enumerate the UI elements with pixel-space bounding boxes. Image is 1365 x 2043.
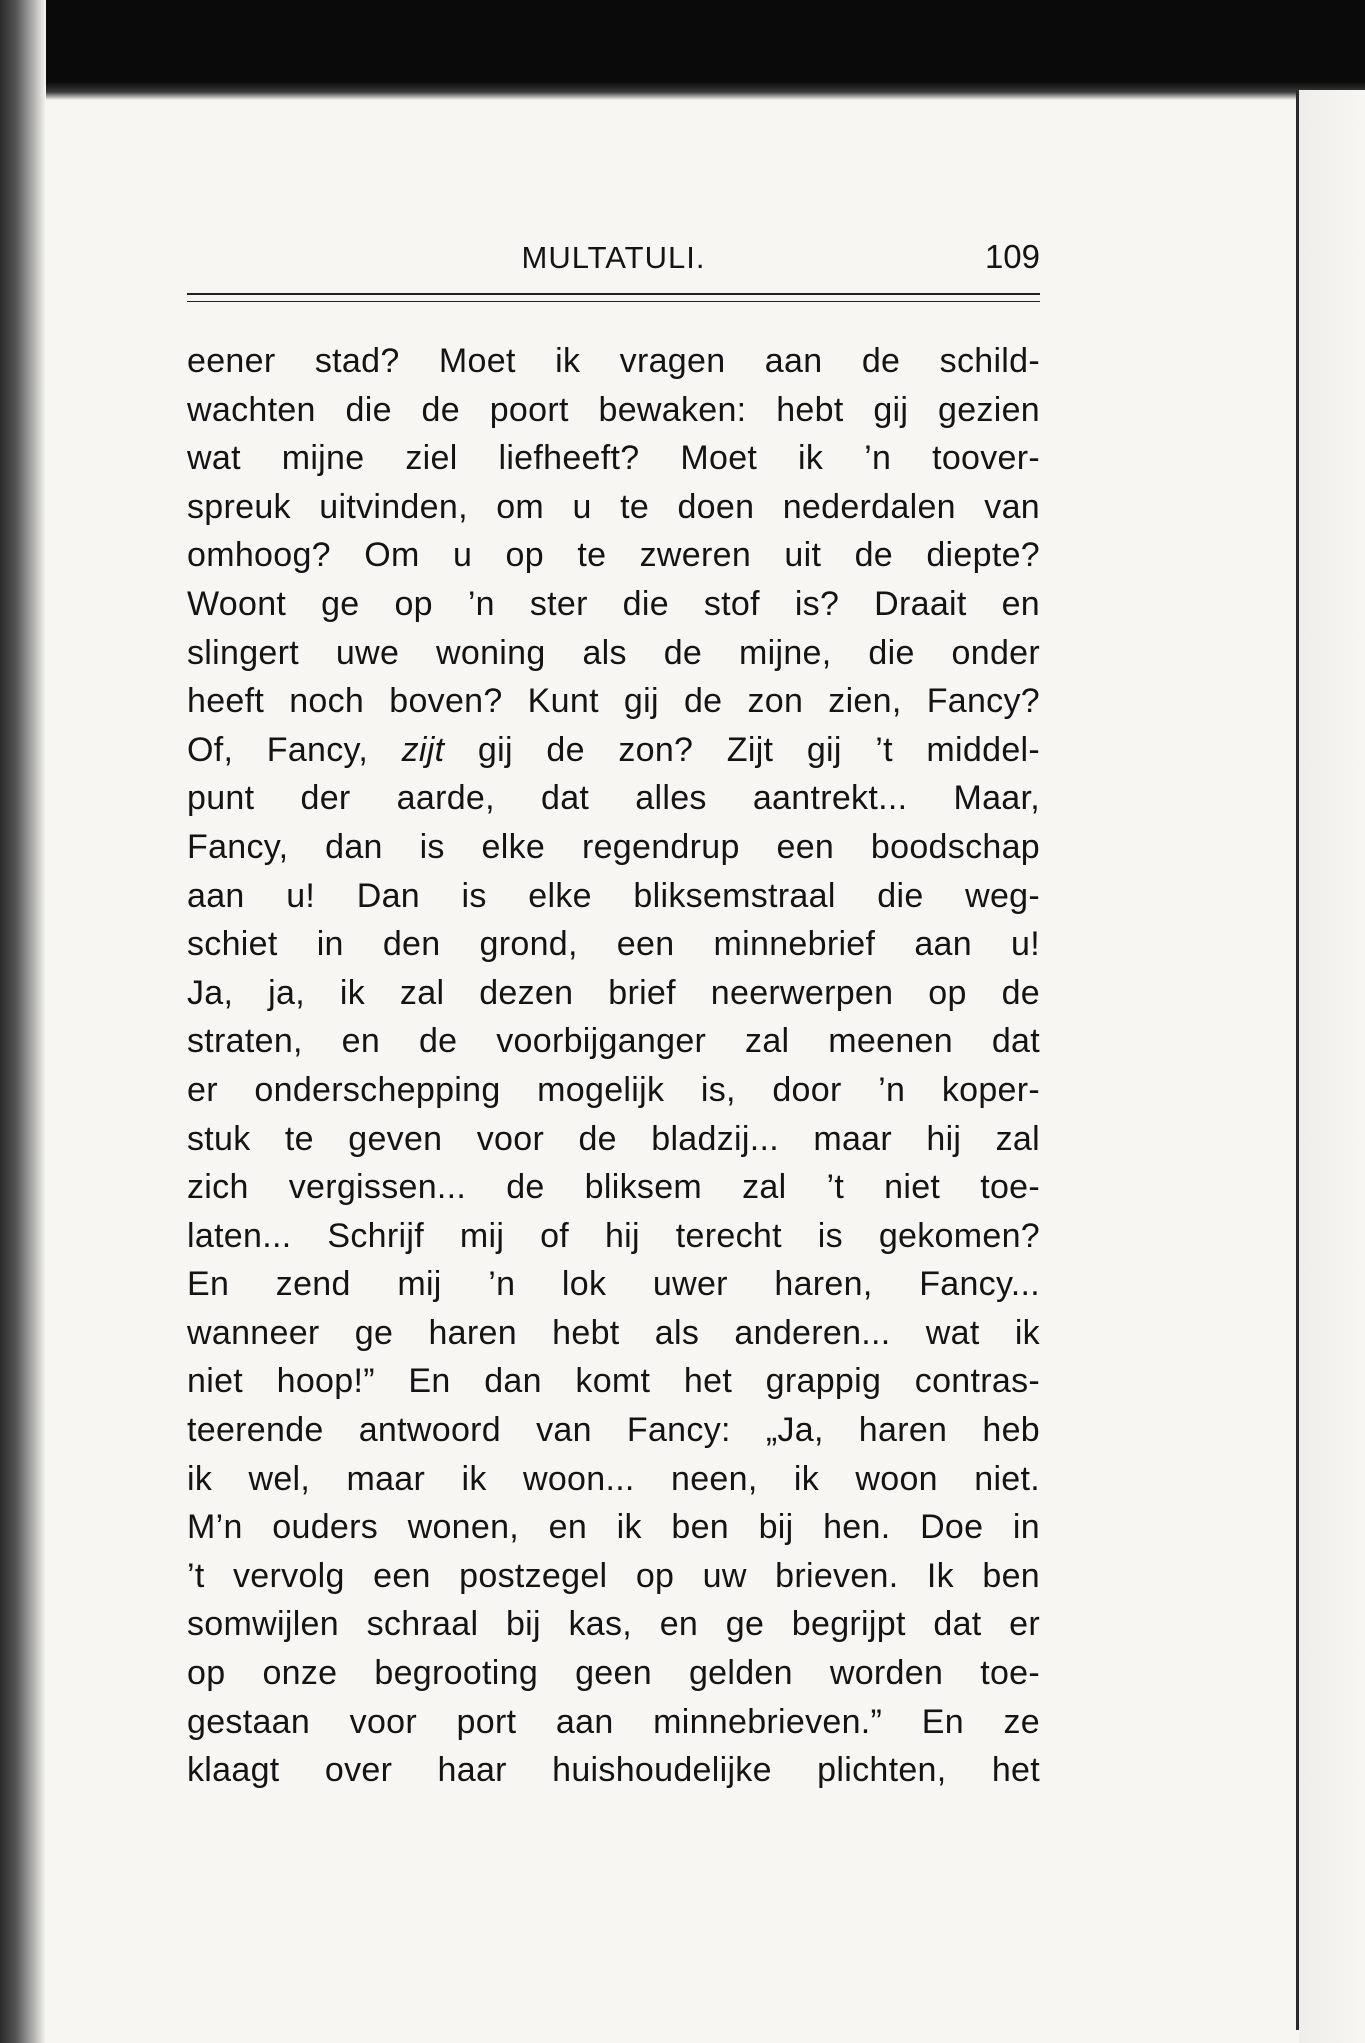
text-line: eener stad? Moet ik vragen aan de schild- — [187, 342, 1040, 380]
text-line: er onderschepping mogelijk is, door ’n koper- — [187, 1070, 1040, 1109]
body-text — [187, 337, 1040, 1795]
text-line: punt der aarde, dat alles aantrekt... Maar, — [187, 779, 1040, 818]
text-line: wanneer ge haren hebt als anderen... wat ik — [187, 1313, 1040, 1352]
text-line: aan u! Dan is elke bliksemstraal die weg- — [187, 876, 1040, 915]
scan-right-margin — [1299, 90, 1365, 2043]
text-line: zich vergissen... de bliksem zal ’t niet toe- — [187, 1168, 1040, 1207]
text-line: wat mijne ziel liefheeft? Moet ik ’n toover- — [187, 439, 1040, 478]
text-line: En zend mij ’n lok uwer haren, Fancy... — [187, 1265, 1040, 1304]
text-line: stuk te geven voor de bladzij... maar hij zal — [187, 1119, 1040, 1158]
text-line: Ja, ja, ik zal dezen brief neerwerpen op de — [187, 973, 1040, 1012]
text-line: niet hoop!” En dan komt het grappig contras- — [187, 1362, 1040, 1401]
italic-line-after: gij de zon? Zijt gij ’t middel- — [444, 730, 1041, 769]
text-line: op onze begrooting geen gelden worden toe- — [187, 1654, 1040, 1693]
scan-right-edge-line — [1296, 90, 1299, 2030]
text-line: laten... Schrijf mij of hij terecht is gekomen? — [187, 1216, 1040, 1255]
running-title: MULTATULI. — [521, 240, 706, 275]
text-line: spreuk uitvinden, om u te doen nederdalen van — [187, 487, 1040, 526]
text-line: wachten die de poort bewaken: hebt gij gezien — [187, 390, 1040, 429]
text-line: klaagt over haar huishoudelijke plichten, het — [187, 1751, 1040, 1790]
scan-top-border — [0, 0, 1365, 100]
italic-word: zijt — [401, 730, 445, 769]
text-line: omhoog? Om u op te zweren uit de diepte? — [187, 536, 1040, 575]
scan-left-edge — [0, 0, 46, 2043]
italic-line-before: Of, Fancy, — [187, 730, 402, 769]
text-line-italic — [187, 726, 1040, 775]
text-line: schiet in den grond, een minnebrief aan u! — [187, 925, 1040, 964]
text-line: slingert uwe woning als de mijne, die onder — [187, 633, 1040, 672]
text-line: Woont ge op ’n ster die stof is? Draait en — [187, 584, 1040, 623]
text-line: teerende antwoord van Fancy: „Ja, haren heb — [187, 1411, 1040, 1450]
page-number: 109 — [984, 238, 1040, 275]
header-rule-thick — [187, 293, 1040, 295]
text-line: heeft noch boven? Kunt gij de zon zien, Fancy? — [187, 682, 1040, 721]
text-line: gestaan voor port aan minnebrieven.” En ze — [187, 1702, 1040, 1741]
text-line: ’t vervolg een postzegel op uw brieven. Ik ben — [187, 1556, 1040, 1595]
text-line: somwijlen schraal bij kas, en ge begrijpt dat er — [187, 1605, 1040, 1644]
text-line: ik wel, maar ik woon... neen, ik woon niet. — [187, 1459, 1040, 1498]
text-line: M’n ouders wonen, en ik ben bij hen. Doe in — [187, 1508, 1040, 1547]
header-rule-thin — [187, 301, 1040, 302]
text-line: Fancy, dan is elke regendrup een boodschap — [187, 827, 1040, 866]
text-line: straten, en de voorbijganger zal meenen dat — [187, 1022, 1040, 1061]
running-header — [187, 240, 1040, 284]
